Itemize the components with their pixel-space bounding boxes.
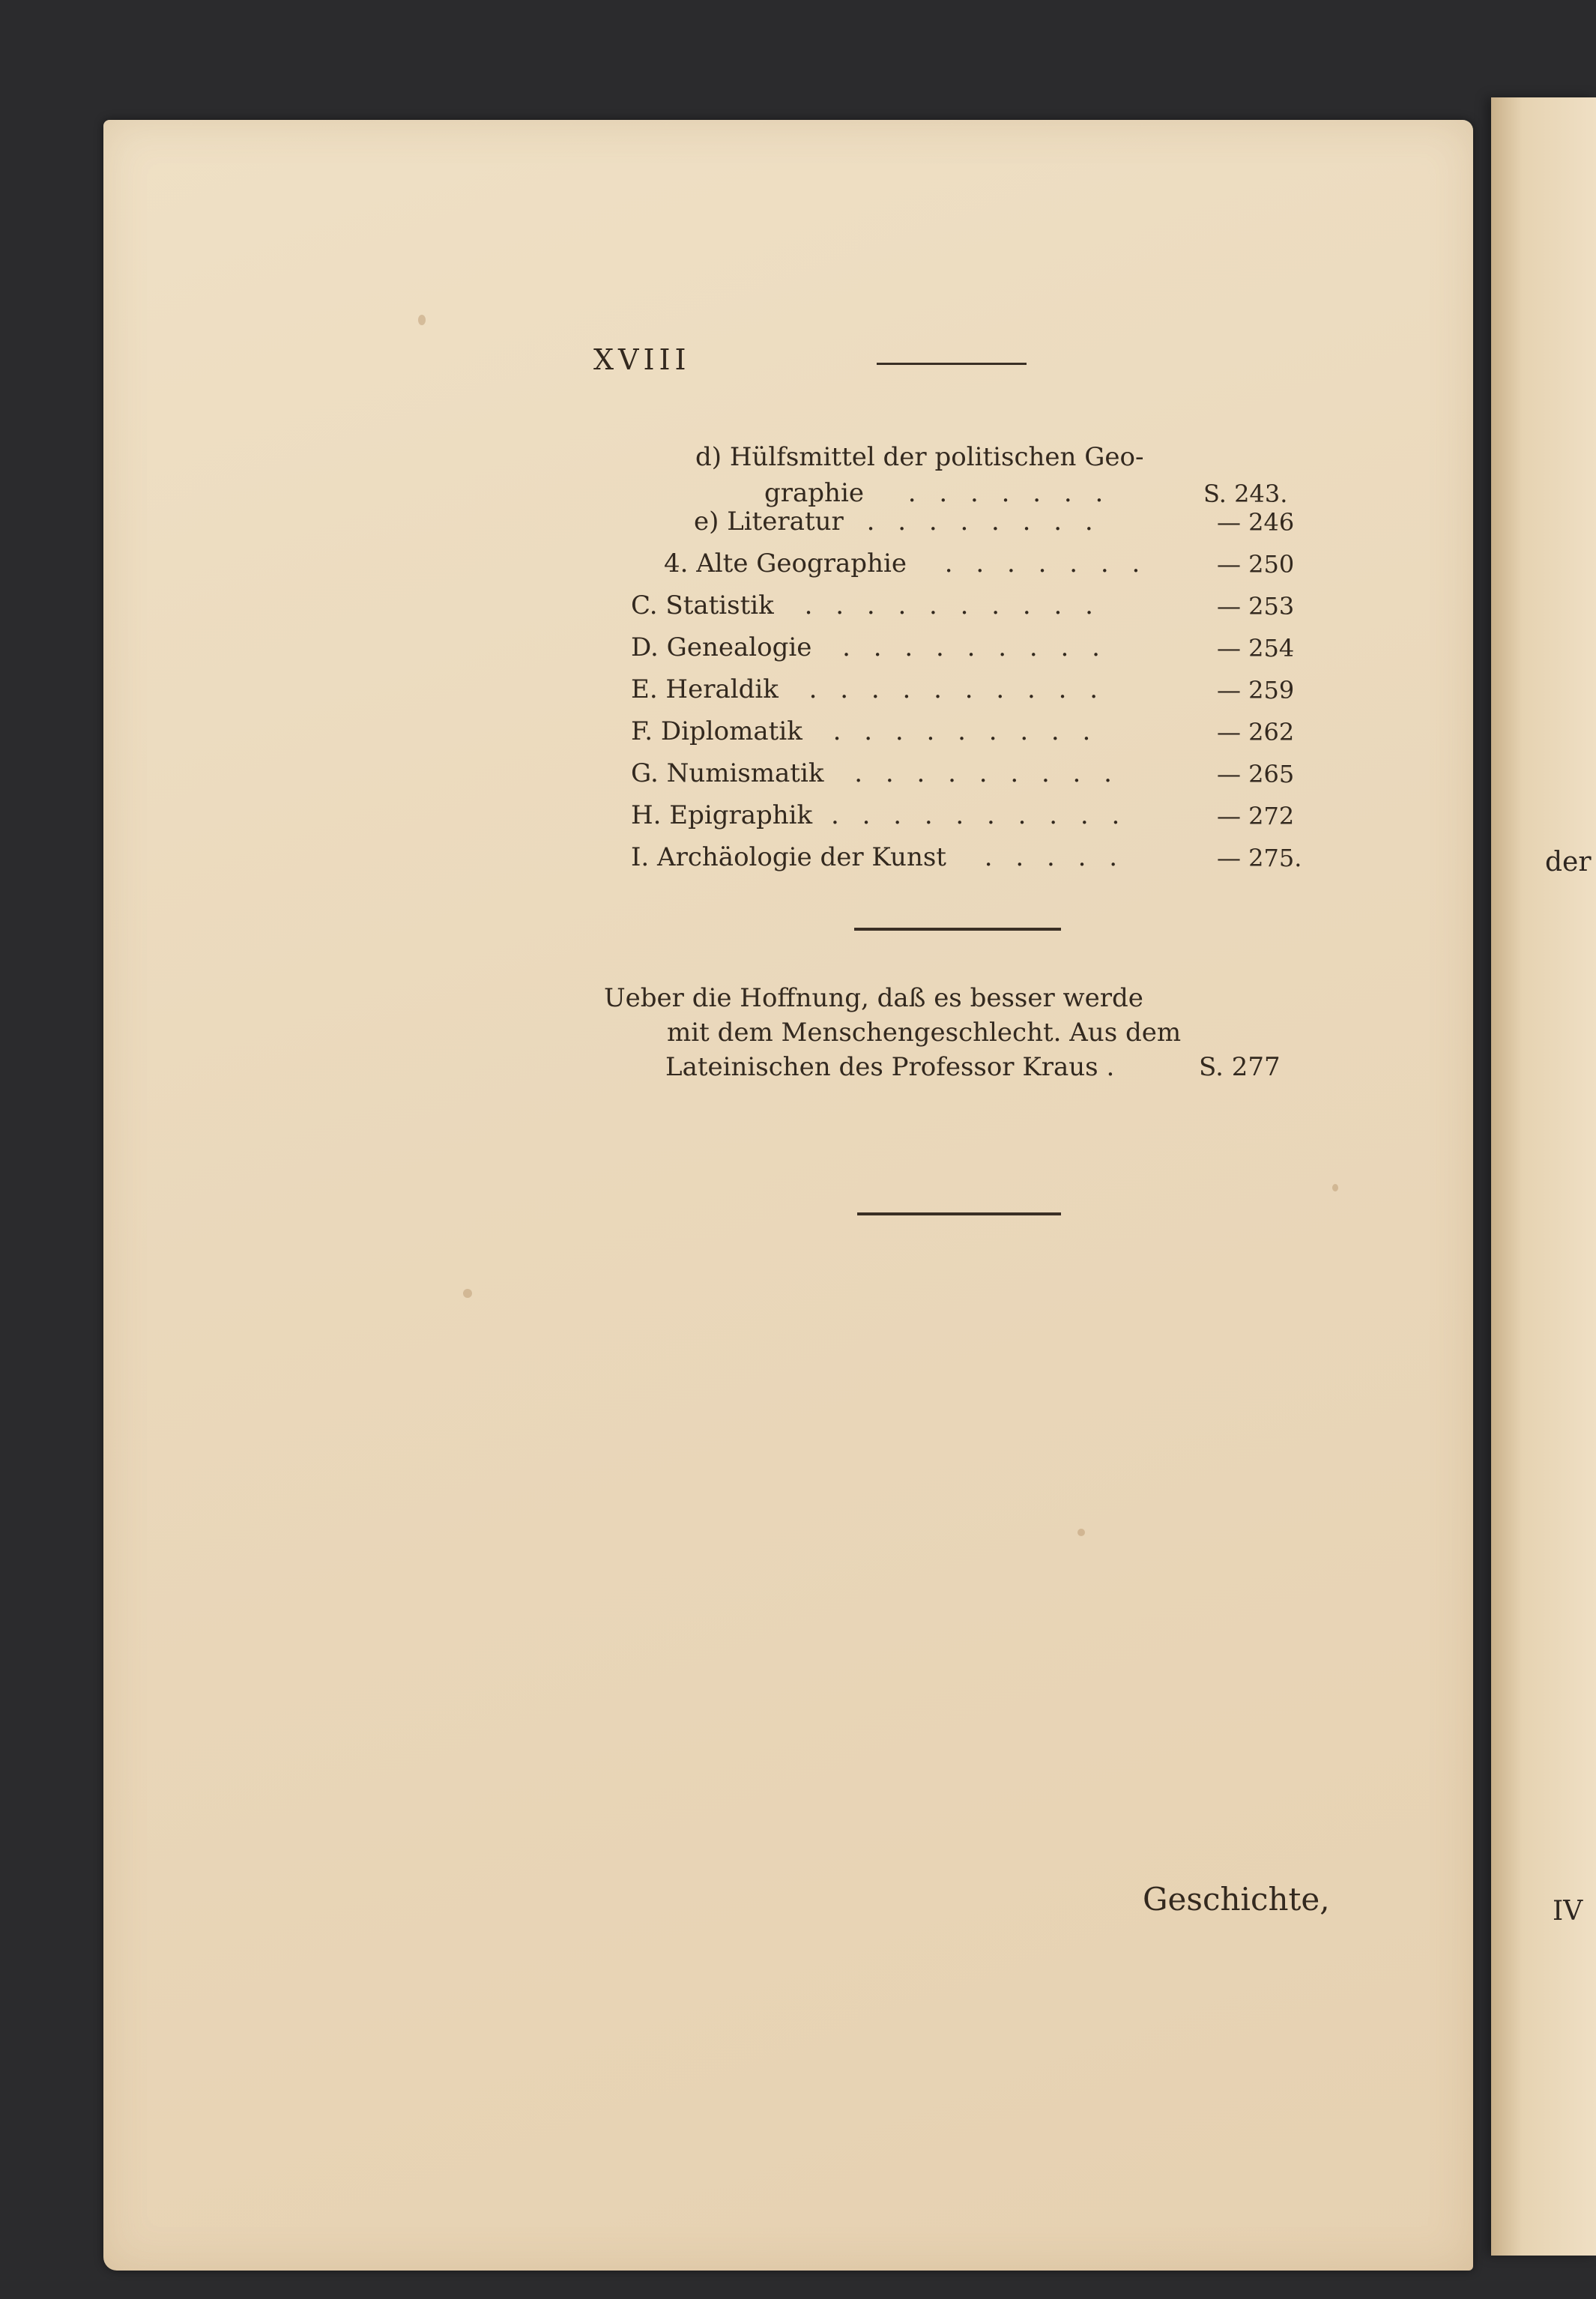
note-line: mit dem Menschengeschlecht. Aus dem <box>667 1018 1182 1048</box>
note-line: Ueber die Hoffnung, daß es besser werde <box>604 983 1143 1013</box>
toc-leader-dots: . . . . . . . . . <box>832 716 1098 746</box>
adjacent-page <box>1491 97 1596 2256</box>
toc-entry <box>631 800 1127 830</box>
toc-entry-label: graphie <box>764 478 864 508</box>
note-page: S. 277 <box>1199 1052 1281 1082</box>
toc-leader-dots: . . . . . . . <box>944 549 1148 578</box>
toc-entry-page: — 254 <box>1217 634 1295 662</box>
toc-entry-label: H. Epigraphik <box>631 800 813 830</box>
toc-entry-page: — 275. <box>1217 844 1302 872</box>
toc-leader-dots: . . . . . . . . <box>866 507 1101 537</box>
section-rule <box>854 928 1061 931</box>
toc-entry-label: d) Hülfsmittel der politischen Geo- <box>695 442 1144 472</box>
toc-entry-label: F. Diplomatik <box>631 716 802 746</box>
toc-entry <box>631 674 1105 704</box>
toc-entry-label: G. Numismatik <box>631 758 824 788</box>
toc-entry-page: — 250 <box>1217 550 1295 578</box>
toc-entry-page: — 246 <box>1217 508 1295 537</box>
toc-leader-dots: . . . . . . . . . <box>854 758 1119 788</box>
toc-entry-page: S. 243. <box>1203 480 1288 508</box>
toc-entry <box>694 507 1101 537</box>
toc-entry-label: e) Literatur <box>694 507 844 537</box>
toc-entry <box>631 632 1107 662</box>
toc-entry-page: — 259 <box>1217 676 1295 704</box>
adjacent-page-fragment: IV <box>1553 1896 1583 1927</box>
toc-entry-label: D. Genealogie <box>631 632 812 662</box>
toc-leader-dots: . . . . . . . <box>907 478 1111 508</box>
adjacent-page-fragment: der <box>1545 847 1592 877</box>
header-rule <box>877 363 1027 365</box>
toc-leader-dots: . . . . . . . . . . <box>830 800 1128 830</box>
toc-entry-label: I. Archäologie der Kunst <box>631 842 946 872</box>
toc-entry <box>764 478 1110 508</box>
toc-entry-label: E. Heraldik <box>631 674 779 704</box>
toc-entry <box>631 590 1101 620</box>
toc-leader-dots: . . . . . . . . . . <box>808 674 1106 704</box>
toc-entry-page: — 272 <box>1217 802 1295 830</box>
toc-entry <box>664 549 1147 578</box>
toc-entry-page: — 262 <box>1217 718 1295 746</box>
toc-leader-dots: . . . . . <box>984 842 1125 872</box>
toc-entry <box>695 442 1143 472</box>
note-line: Lateinischen des Professor Kraus . <box>665 1052 1115 1082</box>
toc-leader-dots: . . . . . . . . . . <box>804 590 1101 620</box>
page-header-numeral: XVIII <box>593 343 691 376</box>
toc-leader-dots: . . . . . . . . . <box>842 632 1107 662</box>
toc-entry-label: C. Statistik <box>631 590 774 620</box>
section-rule <box>857 1212 1061 1215</box>
toc-entry-label: 4. Alte Geographie <box>664 549 907 578</box>
toc-entry-page: — 265 <box>1217 760 1295 788</box>
toc-entry-page: — 253 <box>1217 592 1295 620</box>
catchword: Geschichte, <box>1143 1881 1330 1918</box>
toc-entry <box>631 716 1098 746</box>
toc-entry <box>631 758 1119 788</box>
toc-entry <box>631 842 1125 872</box>
